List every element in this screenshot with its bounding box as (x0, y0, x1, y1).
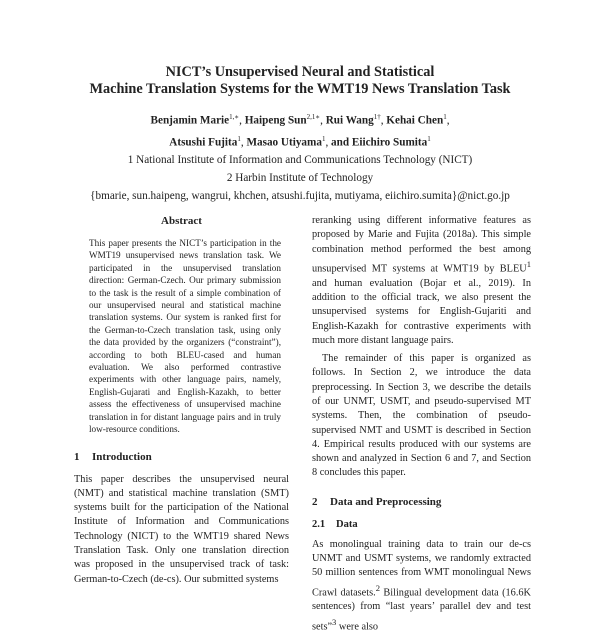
data-paragraph (312, 538, 531, 634)
paper-title (0, 64, 600, 98)
author-affil-mark: 1 (443, 113, 447, 121)
section-title: Introduction (92, 450, 152, 463)
affiliation-2: 2 Harbin Institute of Technology (226, 172, 374, 185)
abstract-heading: Abstract (161, 215, 202, 227)
author-line-1: Benjamin Marie$^{1,∗}$, Haipeng Sun$^{2,1∗}$, Rui Wang$^{1\dagger}$, Kehai Chen$^1$, (150, 113, 450, 127)
abstract-text: This paper presents the NICT’s participation in the WMT19 unsupervised news translation task. We participated in the unsupervised translation direction: German-Czech. Our primary submission to the task is the result of a simple combination of our unsupervised neural and statistical machine translation systems. Our system is ranked first for the German-to-Czech translation task, using only the data provided by the organizers (“constraint”), according to both BLEU-cased and human evaluation. We also performed contrastive experiments with other language pairs, namely, English-Gujarati and English-Kazakh, to better assess the effectiveness of unsupervised machine translation in for distant language pairs and in truly low-resource conditions. (89, 238, 281, 435)
section-number: 1 (74, 450, 80, 463)
intro-paragraph-continued (312, 214, 531, 348)
data-text-c: were also (336, 621, 379, 633)
author-name: Eiichiro Sumita (351, 136, 428, 149)
left-column (74, 214, 289, 587)
author-line-2: Atsushi Fujita$^1$, Masao Utiyama$^1$, and Eiichiro Sumita$^1$ (169, 134, 431, 149)
organization-paragraph: The remainder of this paper is organized as follows. In Section 2, we introduce the data preprocessing. In Section 3, we describe the details of our UNMT, USMT, and pseudo-supervised MT systems. Then, the combination of pseudo-supervised NMT and USMT is described in Section 4. Empirical results produced with our systems are shown and analyzed in Section 6 and 7, and Section 8 concludes this paper. (312, 353, 531, 479)
subsection-heading-data (312, 518, 531, 532)
subsection-title: Data (336, 518, 358, 530)
author-affil-mark: 1 (237, 134, 241, 143)
footnote-marker: 2 (375, 582, 380, 593)
author-note-mark: ∗ (315, 113, 321, 121)
section-heading-data (312, 495, 531, 509)
intro-continued-text-a: reranking using different informative features as proposed by Marie and Fujita (2018a). This simple combination method performed the best among unsupervised MT systems at WMT19 by BLEU (312, 215, 531, 275)
author-name: Benjamin Marie (150, 114, 230, 127)
footnote-marker: 1 (526, 258, 531, 269)
author-name: Kehai Chen (386, 114, 444, 127)
author-affil-mark: 1,∗ (229, 113, 240, 121)
author-affil-mark: 1 (427, 134, 431, 143)
author-affil-mark: 1 (373, 113, 378, 121)
author-name: Masao Utiyama (246, 136, 322, 149)
author-note-mark: † (377, 113, 381, 121)
author-name: Haipeng Sun (244, 114, 307, 127)
title-line-2: Machine Translation Systems for the WMT19 News Translation Task (89, 81, 511, 97)
title-line-1: NICT’s Unsupervised Neural and Statistical (165, 64, 435, 80)
author-affil-mark: 1 (321, 134, 326, 143)
author-name: Rui Wang (325, 114, 374, 127)
intro-continued-text-b: and human evaluation (Bojar et al., 2019). In addition to the official track, we also present the unsupervised systems for English-Gujariti and English-Kazakh for contrastive experiments with much more distant language pairs. (312, 277, 531, 346)
author-affil-mark: 2,1 (306, 113, 316, 121)
author-conjunction: and (331, 136, 350, 149)
introduction-paragraph: This paper describes the unsupervised neural (NMT) and statistical machine translation (SMT) systems built for the participation of the National Institute of Information and Communications Technology (NICT) to the WMT19 shared News Translation Task. Only one translation direction was proposed in the unsupervised track of task: German-to-Czech (de-cs). Our submitted systems (74, 473, 289, 585)
author-emails: {bmarie, sun.haipeng, wangrui, khchen, atsushi.fujita, mutiyama, eiichiro.sumita}@nict.go.jp (90, 190, 510, 203)
author-name: Atsushi Fujita (169, 136, 238, 149)
section-heading-introduction (74, 450, 289, 464)
data-text-a: As monolingual training data to train our de-cs UNMT and USMT systems, we randomly extracted 50 million sentences from WMT monolingual News Crawl datasets. (312, 538, 531, 599)
data-text-b: Bilingual development data (16.6K sentences) from “last years’ parallel dev and test sets” (312, 587, 531, 633)
footnote-marker: 3 (332, 616, 337, 627)
affiliation-1: 1 National Institute of Information and Communications Technology (NICT) (127, 154, 473, 167)
right-column (312, 214, 531, 634)
section-title: Data and Preprocessing (330, 495, 442, 508)
author-block (0, 108, 600, 205)
section-number: 2 (312, 495, 318, 508)
subsection-number: 2.1 (312, 518, 326, 530)
